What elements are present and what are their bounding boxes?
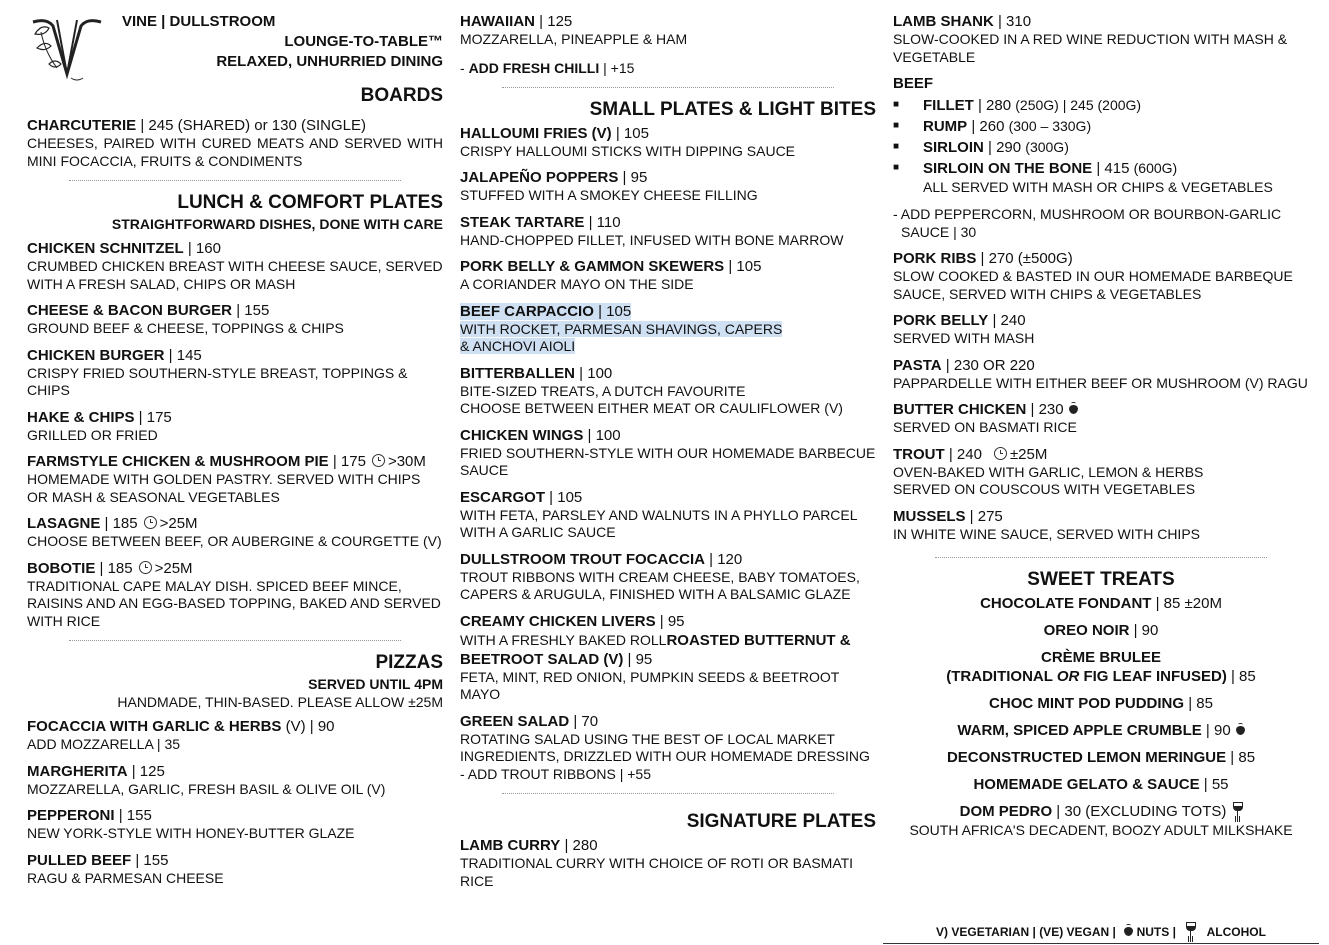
menu-item (460, 213, 876, 250)
beef-title: BEEF (893, 75, 934, 92)
list-item: ■ RUMP | 260 (300 – 330G) (893, 116, 1309, 137)
item-name: LAMB SHANK (893, 13, 994, 30)
item-description: SLOW COOKED & BASTED IN OUR HOMEMADE BARBEQUE SAUCE, SERVED WITH CHIPS & VEGETABLES (893, 268, 1293, 302)
dietary-legend (883, 922, 1319, 944)
item-price: | 175 (134, 408, 172, 426)
overlap-item-name: ROASTED BUTTERNUT & BEETROOT SALAD (V) (460, 631, 851, 668)
item-price: | 85 (1226, 749, 1256, 766)
item-description: CRISPY FRIED SOUTHERN-STYLE BREAST, TOPPINGS & CHIPS (27, 364, 408, 398)
divider (69, 640, 401, 641)
item-description: SERVED ON BASMATI RICE (893, 419, 1077, 435)
item-name: HAWAIIAN (460, 13, 535, 30)
menu-item (893, 12, 1309, 66)
dessert-item (893, 748, 1309, 767)
menu-item (460, 257, 876, 294)
item-price: | 105 (724, 258, 762, 275)
item-name: CHOC MINT POD PUDDING (989, 695, 1185, 712)
item-time: >30M (387, 453, 426, 470)
menu-item (27, 514, 443, 551)
item-price: | 105 (611, 124, 649, 142)
item-name: WARM, SPICED APPLE CRUMBLE (957, 722, 1202, 739)
item-price: | 155 (131, 851, 169, 869)
item-time: >25M (159, 515, 198, 532)
item-description: A CORIANDER MAYO ON THE SIDE (460, 276, 694, 292)
item-name: MUSSELS (893, 507, 966, 525)
menu-item (460, 836, 876, 890)
menu-item (27, 239, 443, 293)
item-name: PORK BELLY (893, 312, 989, 329)
item-name: BOBOTIE (27, 559, 96, 577)
item-price: | 85 (1226, 668, 1256, 685)
item-name: CRÈME BRULEE (1040, 649, 1161, 666)
item-price: | 280 (560, 837, 598, 854)
item-time: >25M (154, 559, 193, 577)
nut-icon (1236, 726, 1245, 735)
item-price: | 110 (584, 213, 621, 231)
menu-item (460, 12, 876, 49)
item-name: MARGHERITA (27, 762, 128, 780)
item-description: CRISPY HALLOUMI STICKS WITH DIPPING SAUCE (460, 142, 796, 159)
item-description: IN WHITE WINE SAUCE, SERVED WITH CHIPS (893, 525, 1200, 542)
legend-vegetarian: V) VEGETARIAN | (VE) VEGAN | (936, 925, 1116, 939)
menu-item (27, 301, 443, 338)
list-item: ■ SIRLOIN | 290 (300G) (893, 137, 1309, 158)
item-price: | 245 (SHARED) or 130 (SINGLE) (136, 117, 366, 134)
item-price: | 155 (232, 302, 270, 319)
menu-item (460, 124, 876, 161)
lunch-title: LUNCH & COMFORT PLATES (177, 192, 443, 213)
item-name: DULLSTROOM TROUT FOCACCIA (460, 550, 705, 568)
item-name: CHICKEN SCHNITZEL (27, 240, 184, 257)
item-price: | 100 (575, 364, 613, 382)
lunch-subtitle: STRAIGHTFORWARD DISHES, DONE WITH CARE (111, 216, 443, 232)
pizzas-subtitle: SERVED UNTIL 4PM (308, 676, 443, 692)
menu-column-1 (27, 12, 443, 887)
clock-icon (372, 454, 385, 467)
boards-title: BOARDS (360, 85, 443, 106)
item-name: CREAMY CHICKEN LIVERS (460, 612, 656, 630)
item-description: NEW YORK-STYLE WITH HONEY-BUTTER GLAZE (27, 825, 355, 841)
dessert-item (893, 621, 1309, 640)
item-price: | 105 (545, 488, 583, 506)
item-name: ESCARGOT (460, 488, 546, 506)
item-price: | 240 (944, 445, 982, 463)
item-name: PULLED BEEF (27, 851, 132, 869)
item-price: | 90 (1201, 722, 1231, 739)
list-item: ■ SIRLOIN ON THE BONE | 415 (600G) (893, 158, 1309, 179)
item-description: STUFFED WITH A SMOKEY CHEESE FILLING (460, 187, 758, 203)
menu-item (27, 116, 443, 170)
item-name: PORK BELLY & GAMMON SKEWERS (460, 258, 725, 275)
beef-served-note: ALL SERVED WITH MASH OR CHIPS & VEGETABLES (923, 179, 1273, 195)
divider (69, 180, 401, 181)
item-name: LASAGNE (27, 515, 101, 532)
item-description-2: CHOOSE BETWEEN EITHER MEAT OR CAULIFLOWER (V) (460, 400, 843, 416)
addon-name: ADD FRESH CHILLI (468, 59, 600, 76)
menu-header (27, 12, 443, 84)
item-name: DECONSTRUCTED LEMON MERINGUE (946, 749, 1227, 766)
nut-icon (1124, 927, 1133, 936)
item-price: | 95 (655, 612, 685, 630)
sweet-title: SWEET TREATS (1027, 569, 1175, 590)
item-name: CHICKEN WINGS (460, 426, 584, 444)
item-description: HAND-CHOPPED FILLET, INFUSED WITH BONE MARROW (460, 231, 844, 248)
item-description-2: FETA, MINT, RED ONION, PUMPKIN SEEDS & BEETROOT MAYO (460, 668, 840, 702)
beef-sauce-addon: - ADD PEPPERCORN, MUSHROOM OR BOURBON-GARLIC (893, 206, 1282, 222)
item-name: BUTTER CHICKEN (893, 401, 1027, 418)
item-price: | 240 (988, 312, 1026, 329)
item-description: ADD MOZZARELLA | 35 (27, 736, 181, 752)
menu-column-2 (460, 12, 876, 890)
item-description: CRUMBED CHICKEN BREAST WITH CHEESE SAUCE, SERVED WITH A FRESH SALAD, CHIPS OR MASH (27, 258, 443, 292)
signature-title: SIGNATURE PLATES (686, 811, 876, 832)
item-price: | 100 (583, 426, 621, 444)
item-name: JALAPEÑO POPPERS (460, 169, 619, 186)
item-name: DOM PEDRO (959, 803, 1053, 820)
divider (935, 557, 1267, 558)
divider (502, 793, 834, 794)
item-description: PAPPARDELLE WITH EITHER BEEF OR MUSHROOM (V) RAGU (893, 374, 1308, 391)
item-description: SOUTH AFRICA'S DECADENT, BOOZY ADULT MILKSHAKE (909, 822, 1293, 838)
item-price: | 185 (95, 559, 133, 577)
item-price: | 270 (±500G) (976, 250, 1073, 267)
item-description: HOMEMADE WITH GOLDEN PASTRY. SERVED WITH CHIPS OR MASH & SEASONAL VEGETABLES (27, 471, 421, 505)
item-price: | 70 (569, 712, 599, 730)
menu-item (460, 712, 876, 784)
item-price: | 145 (164, 346, 202, 364)
menu-item (893, 311, 1309, 348)
item-description: WITH A FRESHLY BAKED ROLL (460, 631, 667, 648)
item-price: | 160 (183, 240, 221, 257)
item-name: FOCACCIA WITH GARLIC & HERBS (27, 718, 282, 735)
menu-item (27, 452, 443, 506)
menu-item (27, 559, 443, 631)
item-description: WITH FETA, PARSLEY AND WALNUTS IN A PHYLLO PARCEL WITH A GARLIC SAUCE (460, 506, 858, 540)
item-description: CHOOSE BETWEEN BEEF, OR AUBERGINE & COURGETTE (V) (27, 533, 442, 549)
item-price: | 120 (704, 550, 743, 568)
dessert-item: CRÈME BRULEE (TRADITIONAL OR FIG LEAF INFUSED) | 85 (946, 649, 1256, 685)
legend-alcohol: ALCOHOL (1206, 925, 1266, 939)
wine-glass-icon (1232, 802, 1242, 818)
item-price: | 275 (965, 507, 1003, 525)
item-description-2: SERVED ON COUSCOUS WITH VEGETABLES (893, 481, 1196, 497)
menu-item (27, 408, 443, 445)
menu-item (893, 249, 1309, 303)
item-price: | 230 (1026, 401, 1064, 418)
pizzas-title: PIZZAS (375, 652, 443, 673)
clock-icon (994, 447, 1007, 460)
item-description: OVEN-BAKED WITH GARLIC, LEMON & HERBS (893, 463, 1204, 480)
wine-glass-icon (1185, 922, 1195, 938)
menu-item (460, 612, 876, 704)
dessert-item (893, 775, 1309, 794)
item-price: | 230 OR 220 (941, 356, 1035, 374)
dessert-item (893, 694, 1309, 713)
item-name: STEAK TARTARE (460, 213, 585, 231)
item-description: CHEESES, PAIRED WITH CURED MEATS AND SERVED WITH MINI FOCACCIA, FRUITS & CONDIMENTS (27, 135, 443, 169)
item-name: TROUT (893, 445, 945, 463)
item-price: | 125 (535, 13, 573, 30)
item-price: (V) | 90 (281, 718, 335, 735)
menu-item (893, 445, 1309, 499)
item-description: ROTATING SALAD USING THE BEST OF LOCAL MARKET INGREDIENTS, DRIZZLED WITH OUR HOMEMADE DRESSING (460, 730, 870, 764)
menu-item (27, 806, 443, 843)
menu-item (460, 426, 876, 480)
item-description: SLOW-COOKED IN A RED WINE REDUCTION WITH MASH & VEGETABLE (893, 31, 1288, 65)
item-price: | 30 (EXCLUDING TOTS) (1052, 803, 1227, 820)
item-price: | 125 (127, 762, 165, 780)
item-description: TRADITIONAL CAPE MALAY DISH. SPICED BEEF MINCE, RAISINS AND AN EGG-BASED TOPPING, BAKED AND SERVED WITH RICE (27, 577, 441, 629)
dessert-item (893, 594, 1309, 613)
item-description: MOZZARELLA, PINEAPPLE & HAM (460, 31, 688, 47)
beef-cut-list (893, 95, 1309, 179)
item-name: CHOCOLATE FONDANT (980, 595, 1152, 612)
menu-item (893, 507, 1309, 544)
menu-item (27, 346, 443, 400)
item-price: | 155 (114, 807, 152, 824)
item-description: GRILLED OR FRIED (27, 426, 158, 443)
item-time: ±25M (1009, 445, 1048, 463)
item-price: | 95 (618, 169, 648, 186)
nut-icon (1069, 405, 1078, 414)
item-description: WITH ROCKET, PARMESAN SHAVINGS, CAPERS & ANCHOVI AIOLI (460, 320, 783, 354)
item-name: FARMSTYLE CHICKEN & MUSHROOM PIE (27, 453, 329, 470)
menu-item (460, 364, 876, 418)
item-description: TRADITIONAL CURRY WITH CHOICE OF ROTI OR BASMATI RICE (460, 855, 854, 889)
item-name: PEPPERONI (27, 807, 115, 824)
menu-item (893, 400, 1309, 437)
menu-column-3 (893, 12, 1309, 839)
vine-logo-icon (27, 12, 107, 84)
beef-section (893, 74, 1309, 241)
item-name: OREO NOIR (1043, 622, 1130, 639)
item-name: LAMB CURRY (460, 837, 561, 854)
item-name: CHEESE & BACON BURGER (27, 302, 233, 319)
item-price: | 90 (1129, 622, 1159, 639)
item-price: | 55 (1199, 776, 1229, 793)
item-description-2: - ADD TROUT RIBBONS | +55 (460, 765, 652, 782)
item-price: | 85 ±20M (1151, 595, 1222, 612)
item-name: BEEF CARPACCIO (460, 302, 594, 320)
menu-item (893, 356, 1309, 393)
brand-tagline: LOUNGE-TO-TABLE™ (284, 33, 443, 50)
menu-item (460, 488, 876, 542)
brand-subtagline: RELAXED, UNHURRIED DINING (216, 53, 443, 70)
menu-item (27, 762, 443, 799)
legend-nuts: NUTS | (1136, 925, 1176, 939)
item-description: TROUT RIBBONS WITH CREAM CHEESE, BABY TOMATOES, CAPERS & ARUGULA, FINISHED WITH A BALSAMIC GLAZE (460, 568, 860, 602)
overlap-item-price: | 95 (623, 650, 653, 668)
addon-price: | +15 (599, 59, 635, 76)
item-price: | 105 (593, 302, 632, 320)
item-description: GROUND BEEF & CHEESE, TOPPINGS & CHIPS (27, 320, 344, 336)
menu-item (460, 168, 876, 205)
item-name: HOMEMADE GELATO & SAUCE (973, 776, 1200, 793)
item-name: HALLOUMI FRIES (V) (460, 124, 612, 142)
item-price: | 310 (993, 13, 1032, 30)
item-name: PASTA (893, 356, 942, 374)
item-price: | 175 (328, 453, 366, 470)
pizza-addon: - ADD FRESH CHILLI | +15 (460, 59, 635, 76)
brand-name: VINE | DULLSTROOM (122, 13, 276, 30)
menu-item (460, 550, 876, 604)
item-name: PORK RIBS (893, 250, 977, 267)
item-name: CHICKEN BURGER (27, 346, 165, 364)
item-name: GREEN SALAD (460, 712, 570, 730)
clock-icon (139, 561, 152, 574)
beef-sauce-addon-2: SAUCE | 30 (901, 223, 977, 240)
divider (502, 87, 834, 88)
pizzas-note: HANDMADE, THIN-BASED. PLEASE ALLOW ±25M (117, 694, 443, 710)
item-name: CHARCUTERIE (27, 117, 137, 134)
list-item: ■ FILLET | 280 (250G) | 245 (200G) (893, 95, 1309, 116)
clock-icon (144, 516, 157, 529)
item-description: MOZZARELLA, GARLIC, FRESH BASIL & OLIVE OIL (V) (27, 780, 386, 797)
item-price: | 85 (1184, 695, 1213, 712)
menu-item-selected[interactable] (460, 302, 876, 356)
item-description: BITE-SIZED TREATS, A DUTCH FAVOURITE (460, 382, 746, 399)
menu-item (27, 717, 443, 754)
item-description: FRIED SOUTHERN-STYLE WITH OUR HOMEMADE BARBECUE SAUCE (460, 444, 876, 478)
item-description: SERVED WITH MASH (893, 330, 1035, 346)
item-name: BITTERBALLEN (460, 364, 575, 382)
dessert-item (893, 802, 1309, 821)
item-price: | 185 (100, 515, 138, 532)
item-description: RAGU & PARMESAN CHEESE (27, 869, 224, 886)
item-name: HAKE & CHIPS (27, 408, 135, 426)
small-plates-title: SMALL PLATES & LIGHT BITES (589, 98, 876, 120)
menu-item (27, 851, 443, 888)
dessert-item (893, 721, 1309, 740)
